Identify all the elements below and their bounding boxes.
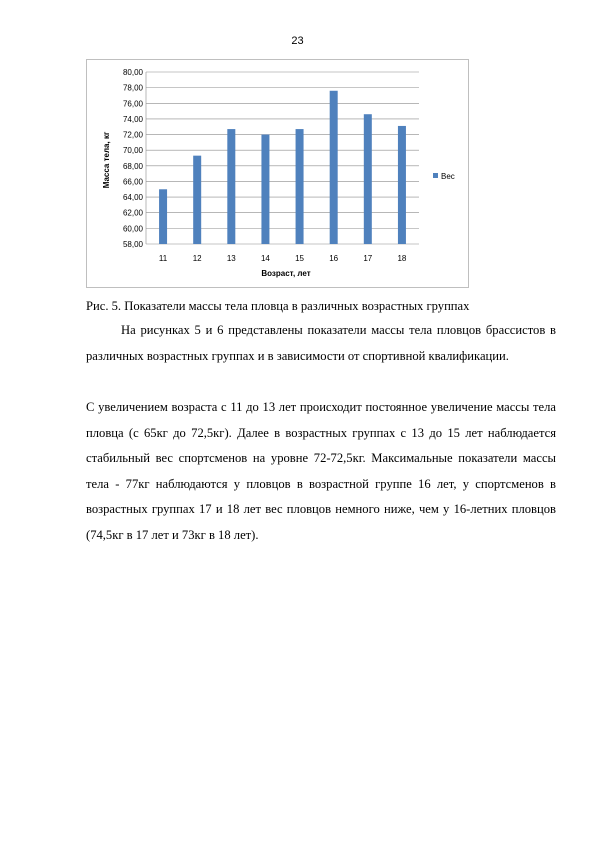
y-tick-label: 58,00 (122, 240, 143, 249)
y-tick-label: 72,00 (122, 130, 143, 140)
y-tick-label: 60,00 (122, 224, 143, 234)
y-tick-label: 66,00 (122, 177, 143, 187)
y-tick-label: 70,00 (122, 146, 143, 156)
bar (193, 156, 201, 244)
y-tick-label: 76,00 (122, 99, 143, 109)
x-tick-label: 16 (329, 254, 339, 263)
y-tick-label: 78,00 (122, 83, 143, 93)
bar (296, 129, 304, 244)
bar (261, 135, 269, 244)
chart (86, 59, 469, 288)
gridlines (146, 72, 419, 244)
legend (433, 172, 455, 181)
x-tick-label: 17 (363, 254, 373, 263)
y-tick-labels (123, 68, 144, 249)
figure-caption: Рис. 5. Показатели массы тела пловца в различных возрастных группах (86, 299, 470, 313)
y-tick-label: 62,00 (122, 208, 143, 218)
y-axis-title: Масса тела, кг (102, 131, 111, 189)
x-tick-label: 18 (397, 254, 407, 263)
x-tick-labels (159, 254, 407, 263)
legend-label: Вес (441, 172, 455, 181)
x-axis-title: Возраст, лет (261, 269, 311, 278)
x-tick-label: 14 (260, 254, 270, 263)
bar (330, 91, 338, 244)
y-tick-label: 74,00 (122, 114, 143, 124)
y-tick-label: 68,00 (122, 161, 143, 171)
y-tick-label: 80,00 (122, 68, 143, 77)
bar (364, 114, 372, 244)
page-number: 23 (291, 35, 304, 47)
legend-swatch (433, 173, 438, 178)
y-tick-label: 64,00 (122, 193, 143, 203)
bar (227, 129, 235, 244)
x-tick-label: 13 (226, 254, 236, 263)
paragraph-2: С увеличением возраста с 11 до 13 лет происходит постоянное увеличение массы тела пловца (с 65кг до 72,5кг). Далее в возрастных группах с 13 до 15 лет наблюдается стабильный вес спортсменов на уровне 72-72,5кг. Максимальные показатели массы тела - 77кг наблюдаются у пловцов в возрастной группе 16 лет, у спортсменов в возрастных группах 17 и 18 лет вес пловцов немного ниже, чем у 16-летних пловцов (74,5кг в 17 лет и 73кг в 18 лет). (86, 400, 556, 542)
bar-chart-svg (87, 60, 470, 289)
x-tick-label: 11 (158, 254, 168, 263)
bars (159, 91, 406, 244)
x-tick-label: 15 (295, 254, 305, 263)
paragraph-1: На рисунках 5 и 6 представлены показатели массы тела пловцов брассистов в различных возрастных группах и в зависимости от спортивной квалификации. (86, 323, 556, 363)
bar (398, 126, 406, 244)
x-tick-label: 12 (192, 254, 202, 263)
bar (159, 189, 167, 244)
